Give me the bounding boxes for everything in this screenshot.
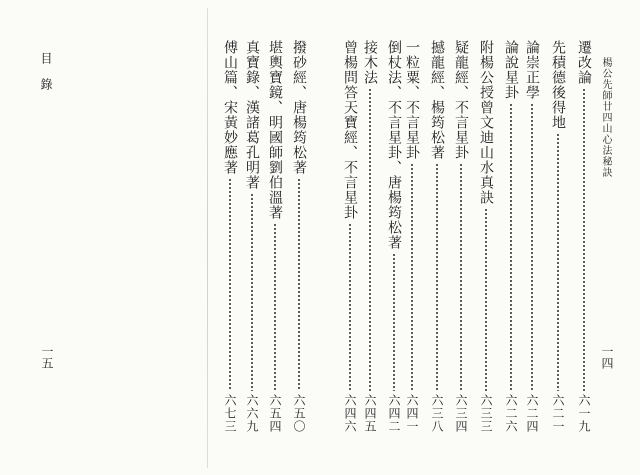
toc-entry[interactable]	[575, 40, 593, 433]
toc-entry-title: 先積德後得地	[550, 40, 566, 130]
toc-entry-page: 六二六	[504, 394, 518, 433]
toc-entry-title: 接木法	[362, 40, 378, 85]
toc-entry-title: 真寶錄、漢諸葛孔明著	[244, 40, 260, 190]
toc-leader-dots	[251, 193, 253, 391]
toc-entry-page: 六三八	[430, 394, 444, 433]
toc-leader-dots	[510, 103, 512, 391]
toc-leader-dots	[274, 223, 276, 391]
toc-leader-dots	[411, 163, 413, 391]
toc-entry-page: 六四五	[363, 394, 377, 433]
toc-entry-title: 一粒粟、不言星卦	[404, 40, 420, 160]
toc-leader-dots	[369, 88, 371, 391]
toc-entry[interactable]	[266, 40, 284, 433]
toc-leader-dots	[229, 178, 231, 391]
toc-entry[interactable]	[549, 40, 567, 433]
toc-entry-page: 六三四	[454, 394, 468, 433]
toc-entry[interactable]	[452, 40, 470, 433]
toc-entry[interactable]	[523, 40, 541, 433]
page-gutter	[207, 8, 208, 468]
toc-leader-dots	[485, 208, 487, 391]
toc-entry-page: 六一九	[577, 394, 591, 433]
toc-leader-dots	[583, 88, 585, 391]
toc-entry-page: 六四二	[387, 394, 401, 433]
toc-entry-title: 論說星卦	[503, 40, 519, 100]
toc-entry-title: 論崇正學	[524, 40, 540, 100]
toc-entry-title: 撥砂經、唐楊筠松著	[291, 40, 307, 175]
toc-entry-title: 附楊公授曾文迪山水真訣	[478, 40, 494, 205]
toc-entry[interactable]	[403, 40, 421, 433]
toc-leader-dots	[460, 163, 462, 391]
toc-entry-page: 六七三	[223, 394, 237, 433]
toc-entry-title: 傅山篇、宋黃妙應著	[222, 40, 238, 175]
toc-leader-dots	[298, 178, 300, 391]
toc-leader-dots	[393, 253, 395, 391]
toc-entry-page: 六五〇	[292, 394, 306, 433]
left-page-title: 目錄	[39, 52, 53, 104]
toc-entry[interactable]	[361, 40, 379, 433]
toc-entry[interactable]	[221, 40, 239, 433]
toc-leader-dots	[557, 133, 559, 391]
toc-entry-title: 曾楊問答天寶經、不言星卦	[342, 40, 358, 220]
right-page-folio: 一四	[600, 345, 614, 369]
toc-entry-page: 六六九	[245, 394, 259, 433]
toc-entry[interactable]	[341, 40, 359, 433]
toc-entry-title: 倒杖法、不言星卦、唐楊筠松著	[386, 40, 402, 250]
toc-entry[interactable]	[290, 40, 308, 433]
toc-entry-page: 六五四	[268, 394, 282, 433]
toc-entry-page: 六二四	[525, 394, 539, 433]
toc-entry-title: 撼龍經、楊筠松著	[429, 40, 445, 160]
toc-entry-page: 六三三	[479, 394, 493, 433]
toc-leader-dots	[436, 163, 438, 391]
toc-entry-title: 堪輿寶鏡、明國師劉伯溫著	[267, 40, 283, 220]
left-page-folio: 一五	[40, 345, 54, 369]
toc-entry-page: 六四六	[343, 394, 357, 433]
running-title: 楊公先師廿四山心法秘訣	[600, 57, 611, 178]
toc-entry-title: 疑龍經、不言星卦	[453, 40, 469, 160]
toc-entry[interactable]	[428, 40, 446, 433]
toc-entry-page: 六二一	[551, 394, 565, 433]
toc-entry[interactable]	[385, 40, 403, 433]
toc-leader-dots	[349, 223, 351, 391]
toc-entry[interactable]	[243, 40, 261, 433]
toc-entry[interactable]	[477, 40, 495, 433]
toc-entry-title: 遷改論	[576, 40, 592, 85]
toc-entry[interactable]	[502, 40, 520, 433]
toc-entry-page: 六四一	[405, 394, 419, 433]
toc-leader-dots	[531, 103, 533, 391]
